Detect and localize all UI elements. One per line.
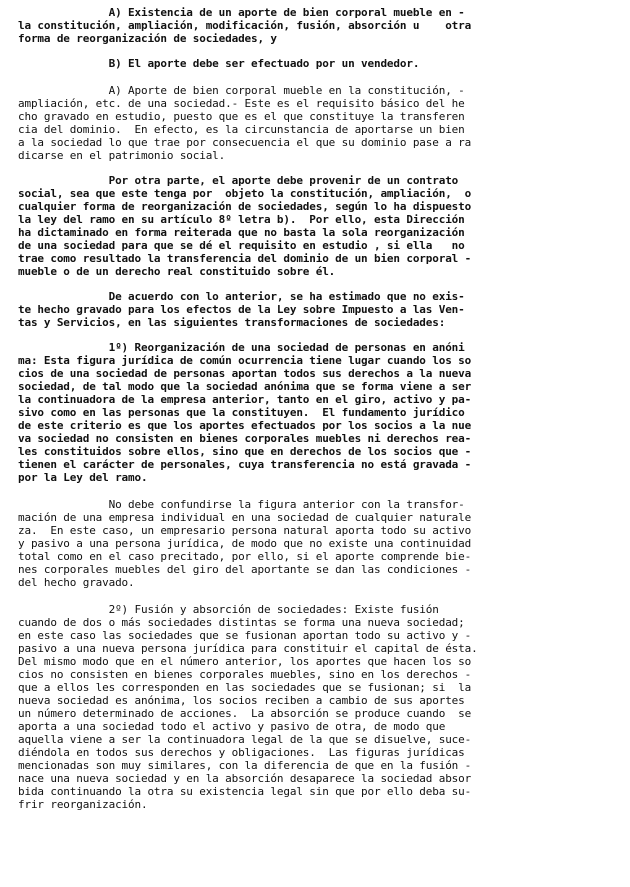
text-line: nace una nueva sociedad y en la absorción desaparece la sociedad absor (18, 772, 472, 785)
paragraph-para-no-debe (18, 498, 612, 589)
document-page (18, 6, 612, 811)
text-line: bida continuando la otra su existencia legal sin que por ello deba su- (18, 785, 472, 798)
paragraph-para-acuerdo (18, 290, 612, 329)
text-line: en este caso las sociedades que se fusionan aportan todo su activo y - (18, 629, 472, 642)
text-line: cuando de dos o más sociedades distintas se forma una nueva sociedad; (18, 616, 465, 629)
text-line: a la sociedad lo que trae por consecuencia el que su dominio pase a ra (18, 136, 472, 149)
paragraph-gap (18, 329, 612, 341)
text-line: A) Aporte de bien corporal mueble en la constitución, - (18, 84, 465, 97)
text-line: nes corporales muebles del giro del aportante se dan las condiciones - (18, 563, 472, 576)
text-line: les constituidos sobre ellos, sino que en derechos de los socios que - (18, 445, 472, 458)
text-line: Del mismo modo que en el número anterior, los aportes que hacen los so (18, 655, 472, 668)
text-line: za. En este caso, un empresario persona natural aporta todo su activo (18, 524, 472, 537)
text-line: B) El aporte debe ser efectuado por un vendedor. (18, 57, 420, 70)
text-line: sivo como en las personas que la constituyen. El fundamento jurídico (18, 406, 465, 419)
text-line: un número determinado de acciones. La absorción se produce cuando se (18, 707, 472, 720)
paragraph-para-aporte (18, 84, 612, 162)
paragraph-para-1 (18, 341, 612, 484)
paragraph-gap (18, 484, 612, 498)
text-line: ha dictaminado en forma reiterada que no basta la sola reorganización (18, 226, 465, 239)
text-line: cia del dominio. En efecto, es la circunstancia de aportarse un bien (18, 123, 465, 136)
text-line: social, sea que este tenga por objeto la constitución, ampliación, o (18, 187, 472, 200)
text-line: la constitución, ampliación, modificación, fusión, absorción u otra (18, 19, 472, 32)
text-line: tas y Servicios, en las siguientes transformaciones de sociedades: (18, 316, 446, 329)
text-line: cualquier forma de reorganización de sociedades, según lo ha dispuesto (18, 200, 472, 213)
text-line: mencionadas son muy similares, con la diferencia de que en la fusión - (18, 759, 472, 772)
text-line: la ley del ramo en su artículo 8º letra b). Por ello, esta Dirección (18, 213, 465, 226)
paragraph-gap (18, 278, 612, 290)
paragraph-gap (18, 45, 612, 57)
text-line: ampliación, etc. de una sociedad.- Este es el requisito básico del he (18, 97, 465, 110)
text-line: sociedad, de tal modo que la sociedad anónima que se forma viene a ser (18, 380, 472, 393)
text-line: aquella viene a ser la continuadora legal de la que se disuelve, suce- (18, 733, 472, 746)
text-line: A) Existencia de un aporte de bien corporal mueble en - (18, 6, 465, 19)
text-line: mueble o de un derecho real constituido sobre él. (18, 265, 336, 278)
paragraph-para-otra-parte (18, 174, 612, 278)
text-line: que a ellos les corresponden en las sociedades que se fusionan; si la (18, 681, 472, 694)
text-line: 2º) Fusión y absorción de sociedades: Existe fusión (18, 603, 439, 616)
text-line: la continuadora de la empresa anterior, tanto en el giro, activo y pa- (18, 393, 472, 406)
text-line: pasivo a una nueva persona jurídica para constituir el capital de ésta. (18, 642, 478, 655)
text-line: del hecho gravado. (18, 576, 135, 589)
text-line: frir reorganización. (18, 798, 148, 811)
text-line: de este criterio es que los aportes efectuados por los socios a la nue (18, 419, 472, 432)
text-line: cios no consisten en bienes corporales muebles, sino en los derechos - (18, 668, 472, 681)
text-line: nueva sociedad es anónima, los socios reciben a cambio de sus aportes (18, 694, 465, 707)
paragraph-para-2 (18, 603, 612, 811)
text-line: ma: Esta figura jurídica de común ocurrencia tiene lugar cuando los so (18, 354, 472, 367)
paragraph-item-a (18, 6, 612, 45)
text-line: va sociedad no consisten en bienes corporales muebles ni derechos rea- (18, 432, 472, 445)
text-line: No debe confundirse la figura anterior con la transfor- (18, 498, 465, 511)
text-line: total como en el caso precitado, por ello, si el aporte comprende bie- (18, 550, 472, 563)
text-line: cho gravado en estudio, puesto que es el que constituye la transferen (18, 110, 465, 123)
text-line: y pasivo a una persona jurídica, de modo que no existe una continuidad (18, 537, 472, 550)
text-line: trae como resultado la transferencia del dominio de un bien corporal - (18, 252, 472, 265)
text-line: por la Ley del ramo. (18, 471, 148, 484)
text-line: aporta a una sociedad todo el activo y pasivo de otra, de modo que (18, 720, 446, 733)
text-line: diéndola en todos sus derechos y obligaciones. Las figuras jurídicas (18, 746, 465, 759)
text-line: mación de una empresa individual en una sociedad de cualquier naturale (18, 511, 472, 524)
text-line: tienen el carácter de personales, cuya transferencia no está gravada - (18, 458, 472, 471)
paragraph-gap (18, 162, 612, 174)
text-line: forma de reorganización de sociedades, y (18, 32, 277, 45)
text-line: Por otra parte, el aporte debe provenir de un contrato (18, 174, 459, 187)
text-line: cios de una sociedad de personas aportan todos sus derechos a la nueva (18, 367, 472, 380)
text-line: De acuerdo con lo anterior, se ha estimado que no exis- (18, 290, 465, 303)
text-line: te hecho gravado para los efectos de la Ley sobre Impuesto a las Ven- (18, 303, 465, 316)
paragraph-item-b (18, 57, 612, 70)
text-line: 1º) Reorganización de una sociedad de personas en anóni (18, 341, 465, 354)
paragraph-gap (18, 70, 612, 84)
text-line: de una sociedad para que se dé el requisito en estudio , si ella no (18, 239, 465, 252)
paragraph-gap (18, 589, 612, 603)
text-line: dicarse en el patrimonio social. (18, 149, 226, 162)
